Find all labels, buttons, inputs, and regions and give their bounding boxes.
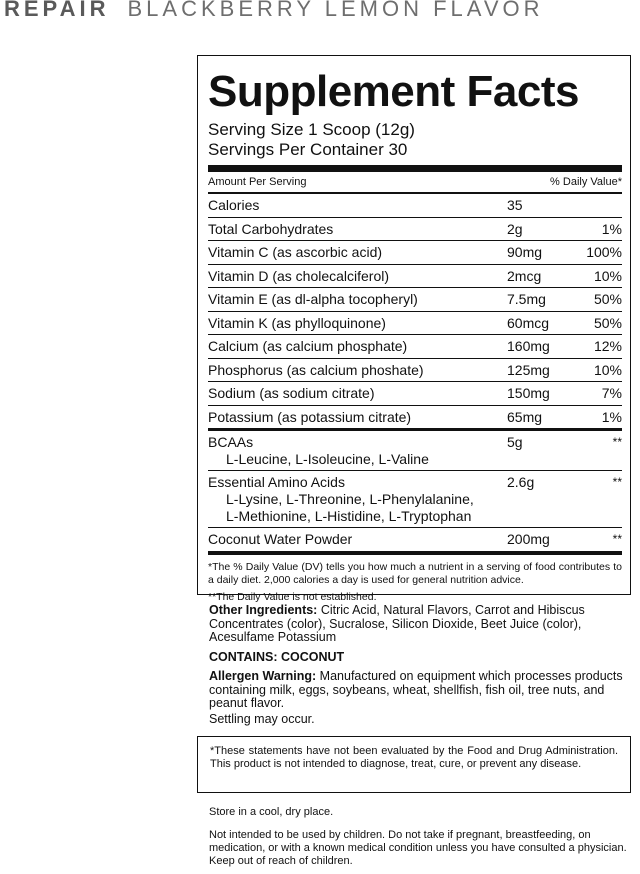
divider-thick	[208, 165, 622, 172]
nutrient-name: Vitamin K (as phylloquinone)	[208, 314, 386, 331]
eaa-row	[208, 471, 622, 528]
dv-footnote: *The % Daily Value (DV) tells you how much a nutrient in a serving of food contributes to a daily diet. 2,000 calories a day is used for general nutrition advice.	[208, 560, 622, 586]
nutrient-row	[208, 265, 622, 289]
nutrient-name: Vitamin D (as cholecalciferol)	[208, 267, 390, 284]
eaa-name: Essential Amino Acids	[208, 474, 345, 490]
contains-statement: CONTAINS: COCONUT	[209, 650, 345, 664]
nutrient-dv: 1%	[601, 220, 622, 237]
serving-size: Serving Size 1 Scoop (12g)	[208, 120, 415, 139]
nutrient-name: Vitamin E (as dl-alpha tocopheryl)	[208, 291, 418, 307]
flavor-name: BLACKBERRY LEMON FLAVOR	[127, 0, 544, 21]
eaa-list-line1: L-Lysine, L-Threonine, L-Phenylalanine,	[226, 491, 474, 507]
nutrient-dv: 12%	[593, 338, 622, 354]
allergen-label: Allergen Warning:	[209, 669, 317, 683]
coconut-name: Coconut Water Powder	[208, 531, 353, 547]
nutrient-amount: 160mg	[507, 338, 550, 354]
nutrient-row	[208, 312, 622, 336]
storage-note: Store in a cool, dry place.	[209, 806, 334, 818]
allergen-warning	[209, 670, 623, 711]
nutrient-amount: 90mg	[507, 244, 543, 260]
nutrient-row	[208, 335, 622, 359]
allergen-text: Manufactured on equipment which processes products containing milk, eggs, soybeans, wheat, shellfish, fish oil, tree nuts, and peanut flavor.	[209, 669, 623, 710]
nutrient-amount: 125mg	[507, 361, 550, 378]
nutrient-amount: 150mg	[507, 385, 550, 401]
product-heading	[4, 0, 544, 22]
eaa-amount: 2.6g	[507, 474, 535, 490]
nutrient-amount: 35	[507, 197, 523, 213]
coconut-row	[208, 528, 622, 555]
nutrient-name: Sodium (as sodium citrate)	[208, 385, 375, 401]
nutrient-dv: 10%	[593, 267, 622, 284]
bcaa-amount: 5g	[507, 434, 523, 450]
nutrient-row	[208, 241, 622, 265]
nutrient-row	[208, 359, 622, 383]
nutrient-row	[208, 194, 622, 218]
other-ingredients	[209, 604, 623, 645]
bcaa-name: BCAAs	[208, 434, 254, 450]
other-ingredients-label: Other Ingredients:	[209, 603, 318, 617]
other-ingredients-text: Citric Acid, Natural Flavors, Carrot and Hibiscus Concentrates (color), Sucralose, Silicon Dioxide, Beet Juice (color), Acesulfame Potassium	[209, 603, 585, 644]
child-warning: Not intended to be used by children. Do not take if pregnant, breastfeeding, on medication, or with a known medical condition unless you have consulted a physician. Keep out of reach of children.	[209, 829, 627, 867]
coconut-amount: 200mg	[507, 531, 550, 547]
nutrient-dv: 1%	[601, 408, 622, 425]
nutrient-name: Total Carbohydrates	[208, 220, 334, 237]
nutrient-dv: 7%	[601, 385, 622, 401]
bcaa-dv: **	[612, 435, 622, 449]
brand-name: REPAIR	[4, 0, 110, 21]
nutrient-dv: 50%	[593, 314, 622, 331]
nutrient-dv: 100%	[586, 244, 622, 260]
facts-title: Supplement Facts	[208, 67, 579, 116]
nutrient-amount: 2mcg	[507, 267, 542, 284]
supplement-facts-panel	[197, 55, 631, 603]
nutrient-dv: 10%	[593, 361, 622, 378]
nutrient-row	[208, 406, 622, 432]
amount-header-row	[208, 172, 622, 194]
nutrient-row	[208, 382, 622, 406]
nutrient-amount: 7.5mg	[507, 291, 546, 307]
nutrient-amount: 60mcg	[507, 314, 550, 331]
nutrient-name: Calories	[208, 197, 260, 213]
nutrient-amount: 2g	[507, 220, 523, 237]
coconut-dv: **	[612, 532, 622, 546]
settling-note: Settling may occur.	[209, 712, 315, 726]
fda-disclaimer: *These statements have not been evaluated by the Food and Drug Administration. This product is not intended to diagnose, treat, cure, or prevent any disease.	[197, 736, 631, 793]
nutrient-dv: 50%	[593, 291, 622, 307]
eaa-list-line2: L-Methionine, L-Histidine, L-Tryptophan	[226, 508, 472, 524]
nutrient-amount: 65mg	[507, 408, 543, 425]
servings-per-container: Servings Per Container 30	[208, 140, 408, 159]
dv-header: % Daily Value*	[550, 176, 622, 188]
nutrient-row	[208, 218, 622, 242]
nutrient-row	[208, 288, 622, 312]
amount-header: Amount Per Serving	[208, 176, 307, 188]
bcaa-list: L-Leucine, L-Isoleucine, L-Valine	[226, 451, 429, 467]
bcaa-row	[208, 431, 622, 471]
nutrient-name: Vitamin C (as ascorbic acid)	[208, 244, 383, 260]
not-established-footnote: **The Daily Value is not established.	[208, 590, 377, 603]
eaa-dv: **	[612, 475, 622, 489]
nutrient-name: Potassium (as potassium citrate)	[208, 408, 412, 425]
nutrient-name: Phosphorus (as calcium phoshate)	[208, 361, 424, 378]
nutrient-name: Calcium (as calcium phosphate)	[208, 338, 408, 354]
